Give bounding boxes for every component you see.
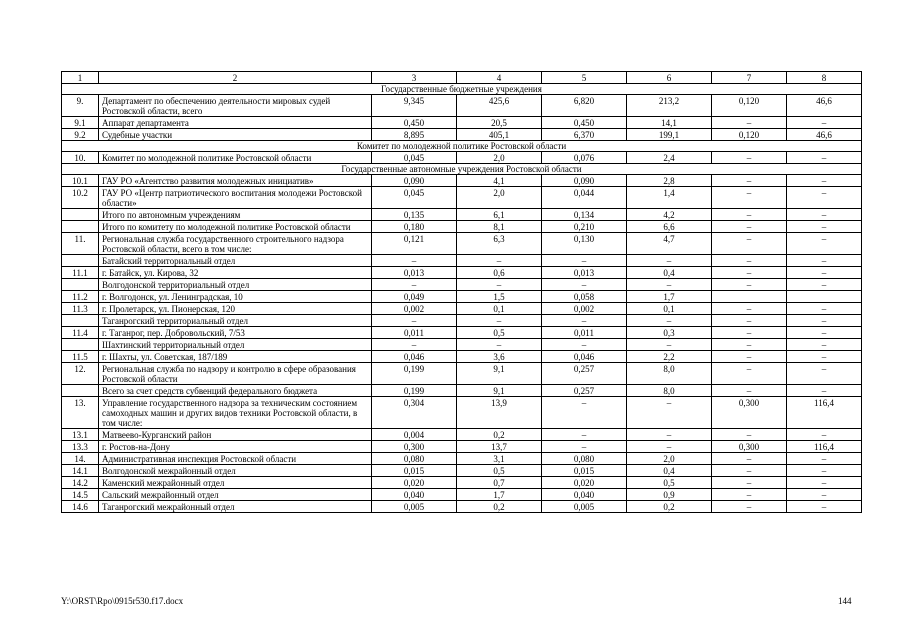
cell-name: Региональная служба государственного строительного надзора Ростовской области, всего в том числе: bbox=[99, 233, 372, 255]
cell-col8: – bbox=[787, 315, 862, 327]
header-cell-3: 3 bbox=[372, 72, 457, 84]
cell-col8: – bbox=[787, 209, 862, 221]
cell-num bbox=[62, 209, 99, 221]
table-row bbox=[62, 291, 862, 303]
cell-col7: – bbox=[712, 429, 787, 441]
cell-col6: 2,4 bbox=[627, 152, 712, 164]
cell-col6: 0,9 bbox=[627, 489, 712, 501]
cell-col4: – bbox=[457, 315, 542, 327]
cell-col7: – bbox=[712, 351, 787, 363]
budget-table bbox=[61, 71, 862, 513]
cell-col7: – bbox=[712, 327, 787, 339]
cell-col8: – bbox=[787, 453, 862, 465]
cell-col7: – bbox=[712, 477, 787, 489]
cell-col5: 0,013 bbox=[542, 267, 627, 279]
cell-col4: 0,2 bbox=[457, 429, 542, 441]
cell-num: 9.1 bbox=[62, 117, 99, 129]
cell-col8: – bbox=[787, 175, 862, 187]
cell-col8: – bbox=[787, 255, 862, 267]
cell-col6: 4,2 bbox=[627, 209, 712, 221]
cell-col5: 0,011 bbox=[542, 327, 627, 339]
cell-col8: – bbox=[787, 385, 862, 397]
cell-name: Комитет по молодежной политике Ростовской области bbox=[99, 152, 372, 164]
cell-col5: 0,257 bbox=[542, 363, 627, 385]
cell-col5: 0,080 bbox=[542, 453, 627, 465]
cell-col4: 0,6 bbox=[457, 267, 542, 279]
cell-col6: 2,2 bbox=[627, 351, 712, 363]
cell-col3: 0,040 bbox=[372, 489, 457, 501]
cell-col7: 0,120 bbox=[712, 129, 787, 141]
table-row bbox=[62, 267, 862, 279]
cell-num bbox=[62, 221, 99, 233]
table-row bbox=[62, 315, 862, 327]
cell-col3: 0,199 bbox=[372, 385, 457, 397]
cell-col3: 0,045 bbox=[372, 152, 457, 164]
cell-name: Матвеево-Курганский район bbox=[99, 429, 372, 441]
table-row bbox=[62, 303, 862, 315]
cell-col4: 1,7 bbox=[457, 489, 542, 501]
cell-col6: 2,0 bbox=[627, 453, 712, 465]
cell-col7 bbox=[712, 291, 787, 303]
cell-num: 14.2 bbox=[62, 477, 99, 489]
cell-name: Судебные участки bbox=[99, 129, 372, 141]
cell-col7: – bbox=[712, 363, 787, 385]
cell-num: 14.1 bbox=[62, 465, 99, 477]
cell-col5: 0,058 bbox=[542, 291, 627, 303]
cell-col7: – bbox=[712, 221, 787, 233]
table-row bbox=[62, 255, 862, 267]
cell-col6: 1,4 bbox=[627, 187, 712, 209]
cell-name: ГАУ РО «Центр патриотического воспитания молодежи Ростовской области» bbox=[99, 187, 372, 209]
cell-col7: – bbox=[712, 233, 787, 255]
cell-num: 10. bbox=[62, 152, 99, 164]
cell-col3: 0,304 bbox=[372, 397, 457, 429]
cell-col3: – bbox=[372, 315, 457, 327]
table-row bbox=[62, 233, 862, 255]
cell-col6: 8,0 bbox=[627, 363, 712, 385]
cell-col5: 0,015 bbox=[542, 465, 627, 477]
cell-col8: 116,4 bbox=[787, 397, 862, 429]
cell-col6: – bbox=[627, 441, 712, 453]
header-cell-1: 1 bbox=[62, 72, 99, 84]
cell-name: Всего за счет средств субвенций федерального бюджета bbox=[99, 385, 372, 397]
cell-col6: 14,1 bbox=[627, 117, 712, 129]
cell-col7: – bbox=[712, 465, 787, 477]
cell-col7: – bbox=[712, 315, 787, 327]
header-cell-8: 8 bbox=[787, 72, 862, 84]
cell-name: Административная инспекция Ростовской области bbox=[99, 453, 372, 465]
cell-num: 14.5 bbox=[62, 489, 99, 501]
cell-col4: 9,1 bbox=[457, 363, 542, 385]
section-title: Комитет по молодежной политике Ростовской области bbox=[62, 141, 862, 152]
cell-num: 10.1 bbox=[62, 175, 99, 187]
cell-num: 9. bbox=[62, 95, 99, 117]
cell-col3: 0,199 bbox=[372, 363, 457, 385]
cell-col6: 0,4 bbox=[627, 267, 712, 279]
cell-col3: – bbox=[372, 279, 457, 291]
cell-col5: 0,076 bbox=[542, 152, 627, 164]
cell-col8: 46,6 bbox=[787, 95, 862, 117]
header-cell-4: 4 bbox=[457, 72, 542, 84]
cell-name: Итого по автономным учреждениям bbox=[99, 209, 372, 221]
cell-col7: – bbox=[712, 175, 787, 187]
cell-col3: 0,015 bbox=[372, 465, 457, 477]
cell-num: 13.3 bbox=[62, 441, 99, 453]
cell-col4: 0,2 bbox=[457, 501, 542, 513]
cell-col8: – bbox=[787, 327, 862, 339]
cell-col6: 0,3 bbox=[627, 327, 712, 339]
cell-col3: 0,005 bbox=[372, 501, 457, 513]
cell-col7: – bbox=[712, 339, 787, 351]
cell-num: 11.2 bbox=[62, 291, 99, 303]
cell-num: 14. bbox=[62, 453, 99, 465]
table-row bbox=[62, 129, 862, 141]
cell-col8: 116,4 bbox=[787, 441, 862, 453]
cell-col4: 0,7 bbox=[457, 477, 542, 489]
table-row bbox=[62, 221, 862, 233]
cell-name: Аппарат департамента bbox=[99, 117, 372, 129]
table-header-row bbox=[62, 72, 862, 84]
cell-col8: – bbox=[787, 465, 862, 477]
cell-col3: 0,180 bbox=[372, 221, 457, 233]
table-row bbox=[62, 152, 862, 164]
cell-num: 12. bbox=[62, 363, 99, 385]
cell-col3: 0,013 bbox=[372, 267, 457, 279]
table-row bbox=[62, 95, 862, 117]
cell-col4: 2,0 bbox=[457, 187, 542, 209]
cell-col3: 8,895 bbox=[372, 129, 457, 141]
cell-num: 11.3 bbox=[62, 303, 99, 315]
cell-col8: – bbox=[787, 339, 862, 351]
cell-num: 13. bbox=[62, 397, 99, 429]
cell-col4: 1,5 bbox=[457, 291, 542, 303]
cell-col7: – bbox=[712, 385, 787, 397]
table-row bbox=[62, 327, 862, 339]
cell-col5: – bbox=[542, 441, 627, 453]
cell-col8: – bbox=[787, 303, 862, 315]
cell-name: Управление государственного надзора за техническим состоянием самоходных машин и других видов техники Ростовской области, в том числе: bbox=[99, 397, 372, 429]
cell-col5: 0,130 bbox=[542, 233, 627, 255]
cell-num: 14.6 bbox=[62, 501, 99, 513]
cell-col4: 13,9 bbox=[457, 397, 542, 429]
cell-name: г. Таганрог, пер. Добровольский, 7/53 bbox=[99, 327, 372, 339]
cell-col8: – bbox=[787, 233, 862, 255]
section-title: Государственные автономные учреждения Ростовской области bbox=[62, 164, 862, 175]
cell-col7: – bbox=[712, 117, 787, 129]
section-row bbox=[62, 164, 862, 175]
header-cell-5: 5 bbox=[542, 72, 627, 84]
cell-col4: 4,1 bbox=[457, 175, 542, 187]
cell-col5: 0,210 bbox=[542, 221, 627, 233]
cell-col8: – bbox=[787, 489, 862, 501]
cell-col8: – bbox=[787, 279, 862, 291]
cell-col8 bbox=[787, 291, 862, 303]
cell-col6: 0,4 bbox=[627, 465, 712, 477]
cell-num: 13.1 bbox=[62, 429, 99, 441]
cell-col7: – bbox=[712, 453, 787, 465]
cell-col3: 0,045 bbox=[372, 187, 457, 209]
cell-name: Волгодонской территориальный отдел bbox=[99, 279, 372, 291]
cell-col7: – bbox=[712, 501, 787, 513]
table-row bbox=[62, 279, 862, 291]
cell-col8: – bbox=[787, 429, 862, 441]
cell-col3: 0,002 bbox=[372, 303, 457, 315]
cell-num bbox=[62, 315, 99, 327]
cell-name: г. Шахты, ул. Советская, 187/189 bbox=[99, 351, 372, 363]
cell-col6: 0,2 bbox=[627, 501, 712, 513]
cell-col6: 199,1 bbox=[627, 129, 712, 141]
cell-name: Сальский межрайонный отдел bbox=[99, 489, 372, 501]
cell-col4: 0,1 bbox=[457, 303, 542, 315]
cell-col8: – bbox=[787, 117, 862, 129]
cell-col6: – bbox=[627, 279, 712, 291]
cell-col6: 2,8 bbox=[627, 175, 712, 187]
cell-col8: – bbox=[787, 267, 862, 279]
table-row bbox=[62, 397, 862, 429]
cell-name: г. Пролетарск, ул. Пионерская, 120 bbox=[99, 303, 372, 315]
header-cell-7: 7 bbox=[712, 72, 787, 84]
cell-col4: 0,5 bbox=[457, 327, 542, 339]
cell-col4: 6,1 bbox=[457, 209, 542, 221]
cell-name: Региональная служба по надзору и контролю в сфере образования Ростовской области bbox=[99, 363, 372, 385]
cell-col3: 0,090 bbox=[372, 175, 457, 187]
cell-col4: 13,7 bbox=[457, 441, 542, 453]
cell-col4: – bbox=[457, 255, 542, 267]
cell-col4: – bbox=[457, 339, 542, 351]
cell-name: Батайский территориальный отдел bbox=[99, 255, 372, 267]
table-row bbox=[62, 187, 862, 209]
cell-col3: 0,020 bbox=[372, 477, 457, 489]
cell-col8: 46,6 bbox=[787, 129, 862, 141]
cell-col8: – bbox=[787, 187, 862, 209]
table-row bbox=[62, 351, 862, 363]
cell-col4: 8,1 bbox=[457, 221, 542, 233]
cell-col5: 0,044 bbox=[542, 187, 627, 209]
cell-col4: 3,1 bbox=[457, 453, 542, 465]
cell-col4: 3,6 bbox=[457, 351, 542, 363]
cell-col7: – bbox=[712, 152, 787, 164]
cell-col3: – bbox=[372, 255, 457, 267]
cell-col6: 1,7 bbox=[627, 291, 712, 303]
cell-col5: 6,820 bbox=[542, 95, 627, 117]
cell-col4: – bbox=[457, 279, 542, 291]
cell-col7: – bbox=[712, 255, 787, 267]
table-row bbox=[62, 385, 862, 397]
cell-col3: 0,121 bbox=[372, 233, 457, 255]
cell-col8: – bbox=[787, 363, 862, 385]
cell-col6: 0,1 bbox=[627, 303, 712, 315]
cell-col3: 0,080 bbox=[372, 453, 457, 465]
cell-col6: 6,6 bbox=[627, 221, 712, 233]
cell-col6: 0,5 bbox=[627, 477, 712, 489]
table-row bbox=[62, 477, 862, 489]
cell-col7: 0,120 bbox=[712, 95, 787, 117]
cell-col3: – bbox=[372, 339, 457, 351]
cell-col5: 6,370 bbox=[542, 129, 627, 141]
cell-col5: 0,020 bbox=[542, 477, 627, 489]
cell-name: Волгодонской межрайонный отдел bbox=[99, 465, 372, 477]
cell-col3: 0,011 bbox=[372, 327, 457, 339]
cell-col3: 0,004 bbox=[372, 429, 457, 441]
cell-col3: 9,345 bbox=[372, 95, 457, 117]
table-row bbox=[62, 465, 862, 477]
cell-col4: 20,5 bbox=[457, 117, 542, 129]
cell-name: Департамент по обеспечению деятельности мировых судей Ростовской области, всего bbox=[99, 95, 372, 117]
cell-col7: – bbox=[712, 303, 787, 315]
cell-col5: 0,090 bbox=[542, 175, 627, 187]
cell-col8: – bbox=[787, 221, 862, 233]
cell-col5: 0,046 bbox=[542, 351, 627, 363]
cell-col7: – bbox=[712, 209, 787, 221]
cell-col6: – bbox=[627, 255, 712, 267]
table-row bbox=[62, 441, 862, 453]
cell-col7: 0,300 bbox=[712, 441, 787, 453]
cell-col8: – bbox=[787, 351, 862, 363]
cell-name: Таганрогский межрайонный отдел bbox=[99, 501, 372, 513]
footer-page-number: 144 bbox=[838, 596, 852, 606]
cell-col7: 0,300 bbox=[712, 397, 787, 429]
cell-num bbox=[62, 385, 99, 397]
cell-col3: 0,135 bbox=[372, 209, 457, 221]
table-row bbox=[62, 453, 862, 465]
cell-col4: 405,1 bbox=[457, 129, 542, 141]
cell-col3: 0,450 bbox=[372, 117, 457, 129]
cell-col5: 0,450 bbox=[542, 117, 627, 129]
cell-col3: 0,049 bbox=[372, 291, 457, 303]
cell-col7: – bbox=[712, 489, 787, 501]
cell-name: Каменский межрайонный отдел bbox=[99, 477, 372, 489]
cell-num bbox=[62, 279, 99, 291]
cell-col4: 425,6 bbox=[457, 95, 542, 117]
cell-num: 9.2 bbox=[62, 129, 99, 141]
cell-num: 10.2 bbox=[62, 187, 99, 209]
cell-col6: – bbox=[627, 397, 712, 429]
cell-col8: – bbox=[787, 477, 862, 489]
table-row bbox=[62, 501, 862, 513]
section-row bbox=[62, 141, 862, 152]
cell-col5: – bbox=[542, 255, 627, 267]
cell-name: Таганрогский территориальный отдел bbox=[99, 315, 372, 327]
table-row bbox=[62, 209, 862, 221]
footer-file-path: Y:\ORST\Rpo\0915r530.f17.docx bbox=[61, 596, 184, 606]
table-row bbox=[62, 429, 862, 441]
table-row bbox=[62, 339, 862, 351]
cell-name: Итого по комитету по молодежной политике Ростовской области bbox=[99, 221, 372, 233]
cell-col8: – bbox=[787, 501, 862, 513]
cell-col5: – bbox=[542, 279, 627, 291]
cell-name: Шахтинский территориальный отдел bbox=[99, 339, 372, 351]
cell-num: 11.4 bbox=[62, 327, 99, 339]
cell-num bbox=[62, 339, 99, 351]
cell-col7: – bbox=[712, 187, 787, 209]
cell-col5: 0,002 bbox=[542, 303, 627, 315]
cell-name: ГАУ РО «Агентство развития молодежных инициатив» bbox=[99, 175, 372, 187]
cell-col4: 0,5 bbox=[457, 465, 542, 477]
cell-col7: – bbox=[712, 267, 787, 279]
cell-num: 11.5 bbox=[62, 351, 99, 363]
cell-num: 11. bbox=[62, 233, 99, 255]
cell-col4: 6,3 bbox=[457, 233, 542, 255]
cell-col8: – bbox=[787, 152, 862, 164]
section-row bbox=[62, 84, 862, 95]
cell-col3: 0,300 bbox=[372, 441, 457, 453]
table-row bbox=[62, 363, 862, 385]
section-title: Государственные бюджетные учреждения bbox=[62, 84, 862, 95]
cell-col6: 213,2 bbox=[627, 95, 712, 117]
cell-col6: 4,7 bbox=[627, 233, 712, 255]
cell-col5: 0,134 bbox=[542, 209, 627, 221]
cell-col6: – bbox=[627, 315, 712, 327]
cell-col5: 0,040 bbox=[542, 489, 627, 501]
header-cell-2: 2 bbox=[99, 72, 372, 84]
cell-col7: – bbox=[712, 279, 787, 291]
table-row bbox=[62, 489, 862, 501]
cell-col6: – bbox=[627, 339, 712, 351]
cell-name: г. Батайск, ул. Кирова, 32 bbox=[99, 267, 372, 279]
cell-name: г. Волгодонск, ул. Ленинградская, 10 bbox=[99, 291, 372, 303]
cell-col5: – bbox=[542, 315, 627, 327]
cell-num: 11.1 bbox=[62, 267, 99, 279]
cell-col5: – bbox=[542, 429, 627, 441]
cell-col6: – bbox=[627, 429, 712, 441]
cell-num bbox=[62, 255, 99, 267]
cell-col4: 9,1 bbox=[457, 385, 542, 397]
cell-col3: 0,046 bbox=[372, 351, 457, 363]
cell-col5: – bbox=[542, 339, 627, 351]
cell-col6: 8,0 bbox=[627, 385, 712, 397]
cell-name: г. Ростов-на-Дону bbox=[99, 441, 372, 453]
cell-col5: – bbox=[542, 397, 627, 429]
table-row bbox=[62, 175, 862, 187]
cell-col4: 2,0 bbox=[457, 152, 542, 164]
header-cell-6: 6 bbox=[627, 72, 712, 84]
table-row bbox=[62, 117, 862, 129]
cell-col5: 0,005 bbox=[542, 501, 627, 513]
cell-col5: 0,257 bbox=[542, 385, 627, 397]
